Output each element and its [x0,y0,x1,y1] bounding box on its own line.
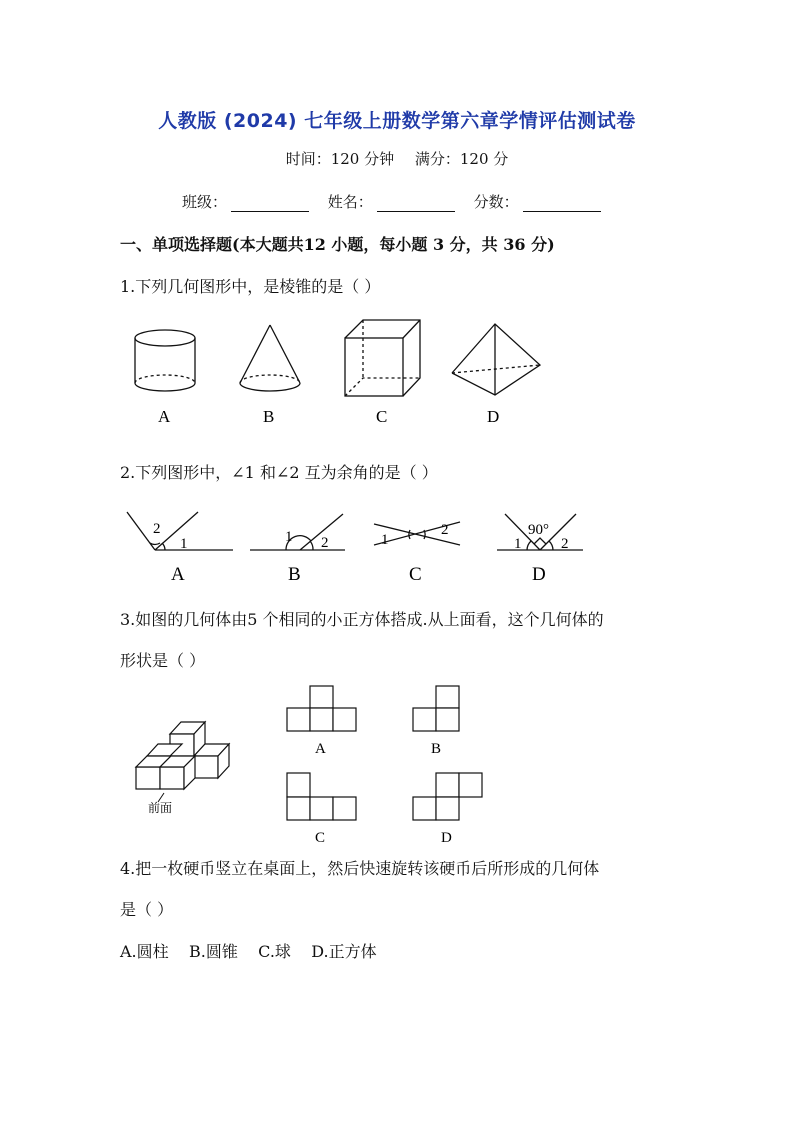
question-4-stem-line1: 4.把一枚硬币竖立在桌面上，然后快速旋转该硬币后所形成的几何体 [120,859,600,878]
q2-option-b[interactable]: B [288,564,301,585]
cube-stack-figure [136,722,229,789]
question-4-stem-line2: 是（ ） [120,900,174,919]
question-4-choices[interactable]: A.圆柱 B.圆锥 C.球 D.正方体 [120,942,377,961]
question-3-stem-line2: 形状是（ ） [120,651,206,670]
q3-option-b[interactable]: B [431,741,442,757]
question-3-stem-line1: 3.如图的几何体由5 个相同的小正方体搭成.从上面看，这个几何体的 [120,610,604,629]
a-angle2-label: 2 [153,521,161,537]
q1-option-a[interactable]: A [158,407,171,426]
class-field[interactable]: 班级： [182,191,309,212]
score-field[interactable]: 分数： [474,191,601,212]
a-angle1-label: 1 [180,536,188,552]
q1-option-c[interactable]: C [376,407,388,426]
b-angle1-label: 1 [285,529,293,545]
page-title: 人教版 (2024) 七年级上册数学第六章学情评估测试卷 [158,110,636,132]
b-angle2-label: 2 [321,535,329,551]
d-ninety-label: 90° [528,522,549,538]
full-score: 满分：120 分 [414,150,509,168]
time-limit: 时间：120 分钟 [285,150,395,168]
q2-option-d[interactable]: D [532,564,546,585]
q3-option-a[interactable]: A [315,741,326,757]
question-2-stem: 2.下列图形中，∠1 和∠2 互为余角的是（ ） [120,463,438,482]
q2-option-a[interactable]: A [171,564,185,585]
question-1-stem: 1.下列几何图形中，是棱锥的是（ ） [120,277,381,296]
c-angle2-label: 2 [441,522,449,538]
d-angle1-label: 1 [514,536,522,552]
q3-option-d[interactable]: D [441,830,452,846]
name-field[interactable]: 姓名： [328,191,455,212]
section-heading: 一、单项选择题(本大题共12 小题，每小题 3 分，共 36 分) [120,235,555,254]
front-label: 前面 [148,801,173,815]
q3-grid-a [287,686,356,731]
q3-grid-d [413,773,482,820]
q1-option-b[interactable]: B [263,407,275,426]
q3-option-c[interactable]: C [315,830,326,846]
q1-option-d[interactable]: D [487,407,500,426]
q2-option-c[interactable]: C [409,564,422,585]
q3-grid-c [287,773,356,820]
d-angle2-label: 2 [561,536,569,552]
c-angle1-label: 1 [381,532,389,548]
q3-grid-b [413,686,459,731]
